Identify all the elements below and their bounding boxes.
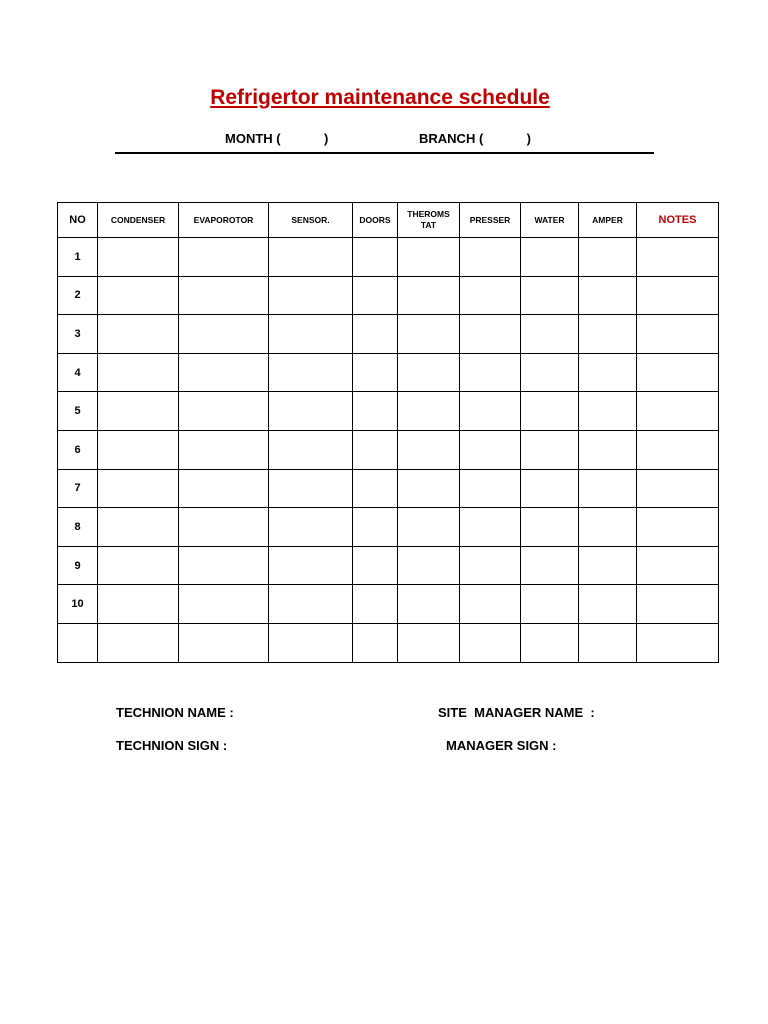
entry-cell[interactable] [98, 276, 179, 315]
entry-cell[interactable] [460, 315, 521, 354]
entry-cell[interactable] [521, 238, 579, 277]
entry-cell[interactable] [460, 546, 521, 585]
entry-cell[interactable] [398, 238, 460, 277]
entry-cell[interactable] [398, 469, 460, 508]
entry-cell[interactable] [398, 623, 460, 662]
entry-cell[interactable] [179, 353, 269, 392]
table-row [58, 623, 719, 662]
entry-cell[interactable] [353, 353, 398, 392]
entry-cell[interactable] [353, 585, 398, 624]
entry-cell[interactable] [398, 353, 460, 392]
entry-cell[interactable] [353, 430, 398, 469]
maintenance-table [57, 202, 719, 663]
entry-cell[interactable] [579, 508, 637, 547]
entry-cell[interactable] [637, 430, 719, 469]
entry-cell[interactable] [353, 508, 398, 547]
entry-cell[interactable] [98, 546, 179, 585]
entry-cell[interactable] [579, 623, 637, 662]
entry-cell[interactable] [579, 392, 637, 431]
entry-cell[interactable] [269, 392, 353, 431]
entry-cell[interactable] [269, 585, 353, 624]
table-row [58, 276, 719, 315]
technician-sign-label: TECHNION SIGN : [116, 738, 228, 753]
entry-cell[interactable] [460, 353, 521, 392]
entry-cell[interactable] [269, 315, 353, 354]
entry-cell[interactable] [579, 546, 637, 585]
technician-name-label: TECHNION NAME : [116, 705, 234, 720]
entry-cell[interactable] [637, 469, 719, 508]
entry-cell[interactable] [521, 353, 579, 392]
entry-cell[interactable] [353, 546, 398, 585]
entry-cell[interactable] [398, 430, 460, 469]
entry-cell[interactable] [579, 469, 637, 508]
row-number-cell: 2 [58, 276, 98, 315]
entry-cell[interactable] [460, 469, 521, 508]
entry-cell[interactable] [269, 353, 353, 392]
row-number-cell: 7 [58, 469, 98, 508]
table-row [58, 392, 719, 431]
entry-cell[interactable] [353, 238, 398, 277]
row-number-cell: 5 [58, 392, 98, 431]
entry-cell[interactable] [579, 430, 637, 469]
column-header-condenser: CONDENSER [98, 203, 179, 238]
entry-cell[interactable] [269, 469, 353, 508]
table-row [58, 508, 719, 547]
entry-cell[interactable] [179, 430, 269, 469]
entry-cell[interactable] [179, 623, 269, 662]
entry-cell[interactable] [269, 430, 353, 469]
entry-cell[interactable] [353, 392, 398, 431]
table-body [58, 238, 719, 663]
entry-cell[interactable] [637, 315, 719, 354]
entry-cell[interactable] [179, 276, 269, 315]
entry-cell[interactable] [521, 276, 579, 315]
entry-cell[interactable] [637, 353, 719, 392]
row-number-cell: 6 [58, 430, 98, 469]
entry-cell[interactable] [398, 276, 460, 315]
entry-cell[interactable] [98, 469, 179, 508]
row-number-cell: 1 [58, 238, 98, 277]
entry-cell[interactable] [269, 238, 353, 277]
row-number-cell: 9 [58, 546, 98, 585]
entry-cell[interactable] [269, 623, 353, 662]
table-row [58, 469, 719, 508]
entry-cell[interactable] [179, 585, 269, 624]
manager-sign-label: MANAGER SIGN : [446, 738, 557, 753]
table-row [58, 315, 719, 354]
entry-cell[interactable] [637, 546, 719, 585]
column-header-no: NO [58, 203, 98, 238]
entry-cell[interactable] [398, 546, 460, 585]
entry-cell[interactable] [460, 430, 521, 469]
table-row [58, 238, 719, 277]
entry-cell[interactable] [179, 315, 269, 354]
entry-cell[interactable] [637, 238, 719, 277]
column-header-thermostat: THEROMS TAT [398, 203, 460, 238]
entry-cell[interactable] [353, 469, 398, 508]
entry-cell[interactable] [179, 392, 269, 431]
entry-cell[interactable] [579, 238, 637, 277]
entry-cell[interactable] [637, 508, 719, 547]
row-number-cell: 3 [58, 315, 98, 354]
entry-cell[interactable] [521, 315, 579, 354]
column-header-doors: DOORS [353, 203, 398, 238]
entry-cell[interactable] [637, 392, 719, 431]
month-field-label: MONTH ( ) [225, 131, 329, 146]
column-header-sensor: SENSOR. [269, 203, 353, 238]
entry-cell[interactable] [521, 508, 579, 547]
entry-cell[interactable] [398, 392, 460, 431]
row-number-cell: 8 [58, 508, 98, 547]
column-header-water: WATER [521, 203, 579, 238]
entry-cell[interactable] [179, 546, 269, 585]
column-header-evaporotor: EVAPOROTOR [179, 203, 269, 238]
document-title: Refrigertor maintenance schedule [210, 86, 550, 109]
entry-cell[interactable] [398, 585, 460, 624]
table-row [58, 546, 719, 585]
column-header-presser: PRESSER [460, 203, 521, 238]
entry-cell[interactable] [98, 623, 179, 662]
entry-cell[interactable] [98, 430, 179, 469]
entry-cell[interactable] [460, 392, 521, 431]
entry-cell[interactable] [179, 238, 269, 277]
entry-cell[interactable] [521, 585, 579, 624]
entry-cell[interactable] [179, 469, 269, 508]
entry-cell[interactable] [521, 469, 579, 508]
entry-cell[interactable] [179, 508, 269, 547]
entry-cell[interactable] [521, 392, 579, 431]
column-header-amper: AMPER [579, 203, 637, 238]
branch-field-label: BRANCH ( ) [419, 131, 531, 146]
entry-cell[interactable] [98, 508, 179, 547]
header-divider [115, 152, 654, 154]
entry-cell[interactable] [521, 623, 579, 662]
table-row [58, 430, 719, 469]
entry-cell[interactable] [269, 546, 353, 585]
site-manager-name-label: SITE MANAGER NAME : [438, 705, 595, 720]
entry-cell[interactable] [579, 353, 637, 392]
entry-cell[interactable] [521, 546, 579, 585]
entry-cell[interactable] [637, 276, 719, 315]
entry-cell[interactable] [521, 430, 579, 469]
entry-cell[interactable] [98, 353, 179, 392]
entry-cell[interactable] [637, 623, 719, 662]
entry-cell[interactable] [579, 276, 637, 315]
row-number-cell [58, 623, 98, 662]
entry-cell[interactable] [98, 392, 179, 431]
entry-cell[interactable] [269, 508, 353, 547]
entry-cell[interactable] [637, 585, 719, 624]
entry-cell[interactable] [98, 238, 179, 277]
entry-cell[interactable] [579, 315, 637, 354]
entry-cell[interactable] [353, 315, 398, 354]
entry-cell[interactable] [98, 585, 179, 624]
table-row [58, 585, 719, 624]
column-header-notes: NOTES [637, 203, 719, 238]
entry-cell[interactable] [398, 315, 460, 354]
entry-cell[interactable] [579, 585, 637, 624]
row-number-cell: 10 [58, 585, 98, 624]
entry-cell[interactable] [460, 238, 521, 277]
row-number-cell: 4 [58, 353, 98, 392]
entry-cell[interactable] [353, 276, 398, 315]
table-header-row [58, 203, 719, 238]
entry-cell[interactable] [460, 623, 521, 662]
table-row [58, 353, 719, 392]
entry-cell[interactable] [269, 276, 353, 315]
entry-cell[interactable] [460, 276, 521, 315]
entry-cell[interactable] [398, 508, 460, 547]
entry-cell[interactable] [353, 623, 398, 662]
entry-cell[interactable] [98, 315, 179, 354]
entry-cell[interactable] [460, 508, 521, 547]
entry-cell[interactable] [460, 585, 521, 624]
